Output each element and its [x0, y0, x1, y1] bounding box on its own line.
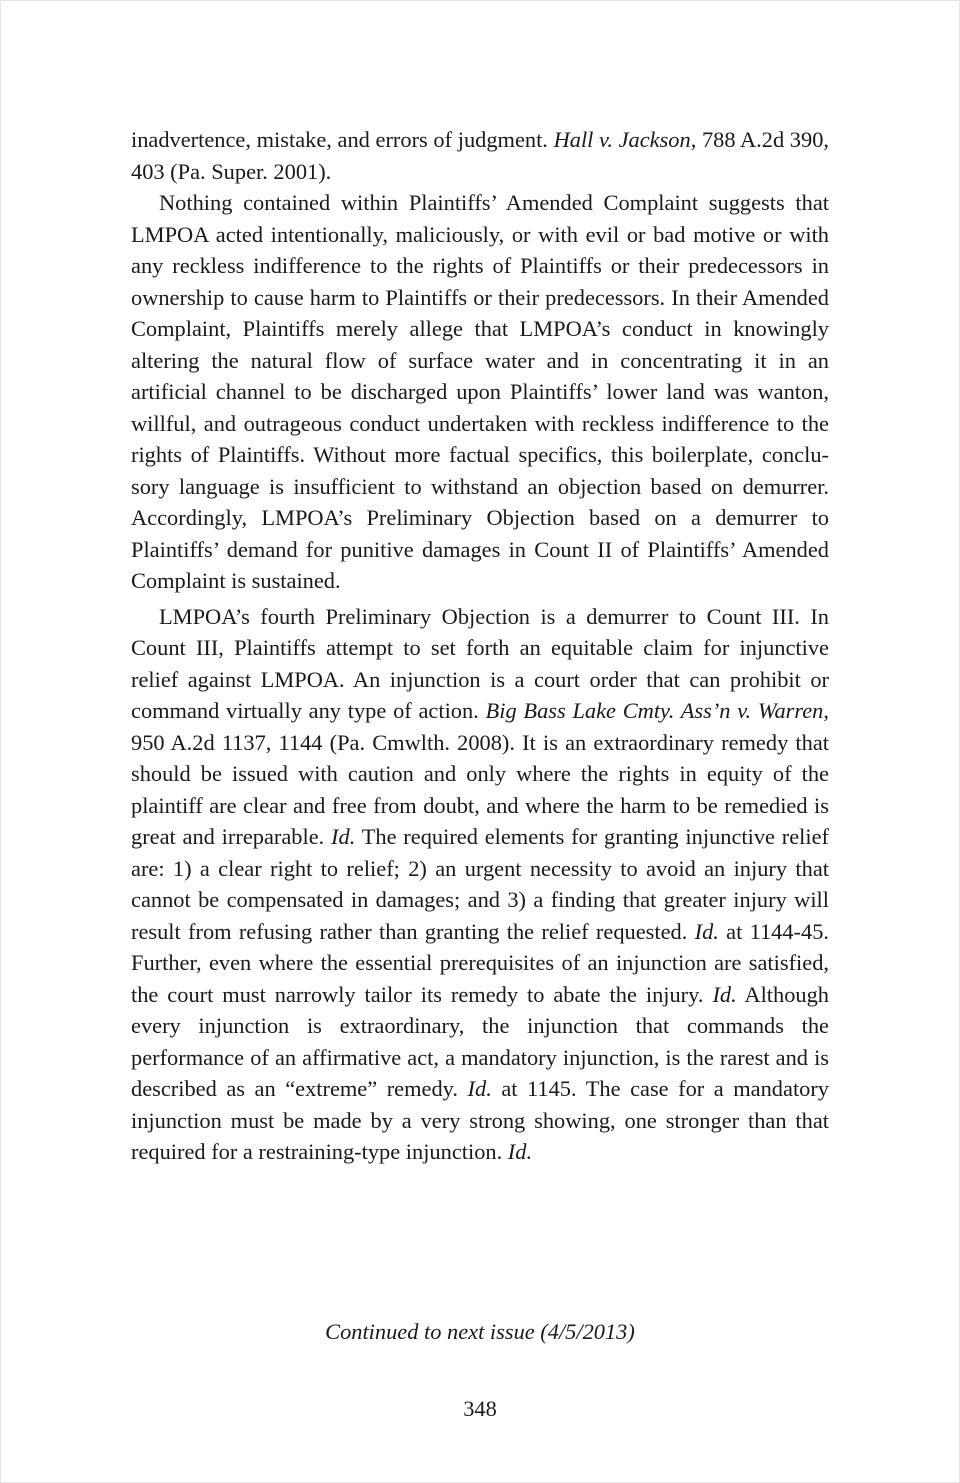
text-run: Although every injunction is extraordinary, the injunction that commands the performance of an affirmative act, a mandatory injunction, is the rarest and is described as an “extreme” remedy.: [131, 981, 829, 1101]
paragraph: [131, 601, 829, 1168]
paragraph: [131, 187, 829, 597]
body-text: [131, 124, 829, 1168]
paragraph: [131, 124, 829, 187]
page-number: 348: [463, 1396, 497, 1421]
citation: Id.: [712, 981, 737, 1007]
text-run: at 1144-45. Further, even where the essential prerequisites of an injunction are satisfied, the court must narrowly tailor its remedy to abate the injury.: [131, 918, 829, 1007]
citation: Big Bass Lake Cmty. Ass’n v. Warren: [485, 698, 824, 723]
citation: Hall v. Jackson: [553, 127, 691, 152]
text-run: Nothing contained within Plaintiffs’ Amended Complaint suggests that LMPOA acted intentionally, maliciously, or with evil or bad motive or with any reckless indifference to the rights of Plaintiffs or their predecessors in ownership to cause harm to Plaintiffs or their predecessors. In their Amended Complaint, Plaintiffs merely allege that LMPOA’s conduct in knowingly altering the natural flow of surface water and in concentrating it in an artificial channel to be discharged upon Plaintiffs’ lower land was wanton, willful, and outrageous conduct undertaken with reckless indifference to the rights of Plaintiffs. Without more factual specifics, this boilerplate, conclusory language is insufficient to withstand an objection based on demurrer. Accordingly, LMPOA’s Preliminary Objection based on a demurrer to Plaintiffs’ demand for punitive damages in Count II of Plaintiffs’ Amended Complaint is sustained.: [131, 190, 829, 593]
text-run: LMPOA’s fourth Preliminary Objection is a demurrer to Count III. In Count III, Plaintiffs attempt to set forth an equitable claim for injunctive relief against LMPOA. An injunction is a court order that can prohibit or command virtually any type of action.: [131, 603, 829, 723]
continued-note: Continued to next issue (4/5/2013): [325, 1319, 635, 1344]
citation: Id.: [331, 824, 356, 849]
text-run: , 788 A.2d 390, 403 (Pa. Super. 2001).: [131, 127, 829, 184]
citation: Id.: [507, 1139, 533, 1164]
citation: Id.: [694, 918, 719, 944]
text-run: The required elements for granting injunctive relief are: 1) a clear right to relief; 2) an urgent necessity to avoid an injury that cannot be compensated in damages; and 3) a finding that greater injury will result from refusing rather than granting the relief requested.: [131, 824, 830, 944]
text-run: at 1145. The case for a mandatory injunction must be made by a very strong showing, one stronger than that required for a restraining-type injunction.: [131, 1076, 830, 1164]
text-run: inadvertence, mistake, and errors of judgment.: [131, 127, 554, 152]
text-run: , 950 A.2d 1137, 1144 (Pa. Cmwlth. 2008). It is an extraordinary remedy that should be issued with caution and only where the rights in equity of the plaintiff are clear and free from doubt, and where the harm to be remedied is great and irreparable.: [131, 698, 829, 849]
citation: Id.: [467, 1076, 492, 1101]
